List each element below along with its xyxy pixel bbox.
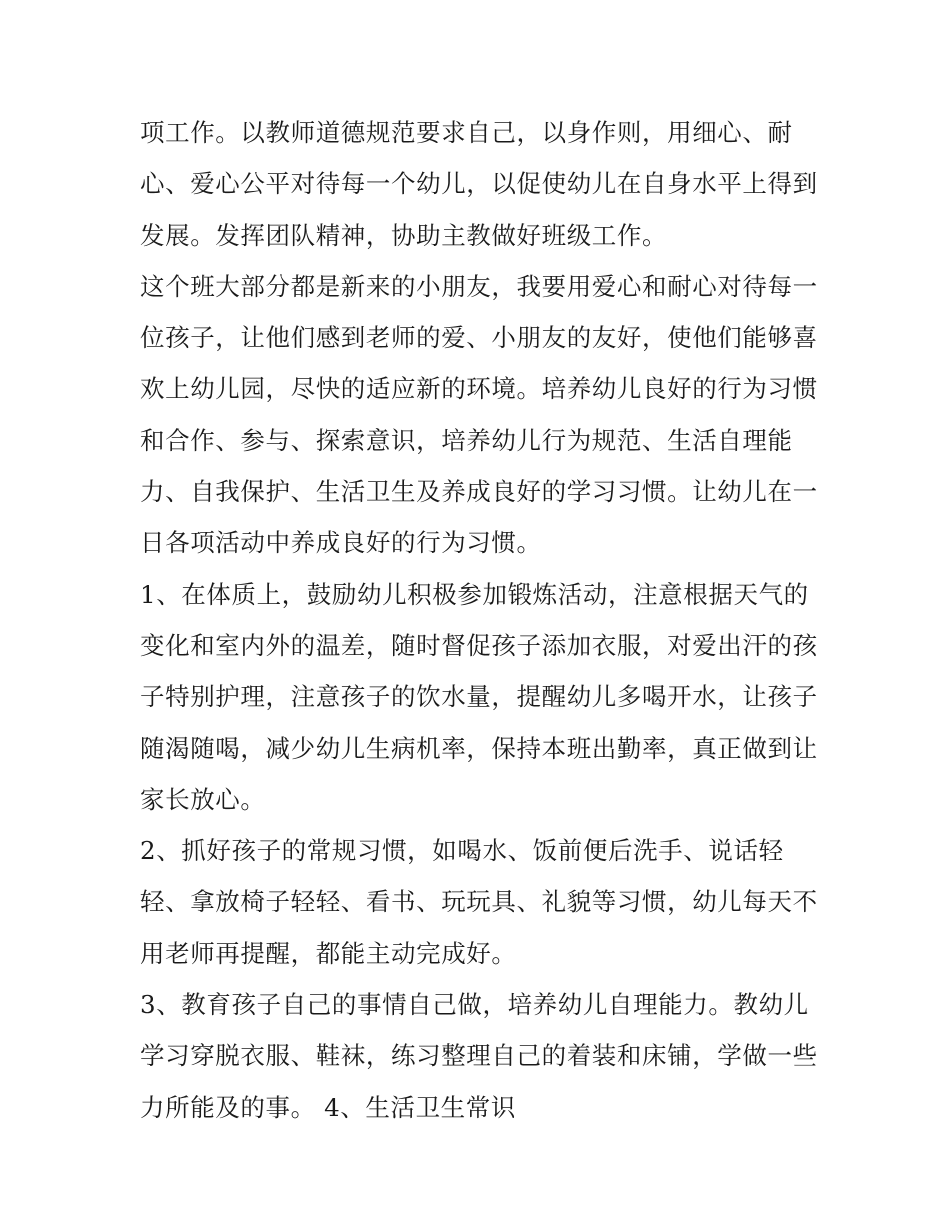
text-line: 日各项活动中养成良好的行为习惯。 xyxy=(140,528,542,558)
text-line: 心、爱心公平对待每一个幼儿，以促使幼儿在自身水平上得到 xyxy=(140,169,818,199)
text-line: 项工作。以教师道德规范要求自己，以身作则，用细心、耐 xyxy=(140,118,793,147)
text-line: 位孩子，让他们感到老师的爱、小朋友的友好，使他们能够喜 xyxy=(140,323,818,353)
text-line: 随渴随喝，减少幼儿生病机率，保持本班出勤率，真正做到让 xyxy=(140,733,818,763)
text-line: 2、抓好孩子的常规习惯，如喝水、饭前便后洗手、说话轻 xyxy=(140,836,784,866)
body-text xyxy=(140,107,820,1133)
text-line: 1、在体质上，鼓励幼儿积极参加锻炼活动，注意根据天气的 xyxy=(140,579,809,609)
text-line: 这个班大部分都是新来的小朋友，我要用爱心和耐心对待每一 xyxy=(140,271,818,301)
text-line: 家长放心。 xyxy=(140,784,266,814)
text-line: 欢上幼儿园，尽快的适应新的环境。培养幼儿良好的行为习惯 xyxy=(140,374,818,404)
text-line: 力、自我保护、生活卫生及养成良好的学习习惯。让幼儿在一 xyxy=(140,477,818,507)
text-line: 子特别护理，注意孩子的饮水量，提醒幼儿多喝开水，让孩子 xyxy=(140,682,818,712)
text-line: 力所能及的事。 4、生活卫生常识 xyxy=(140,1092,516,1122)
text-line: 用老师再提醒，都能主动完成好。 xyxy=(140,938,517,968)
text-line: 变化和室内外的温差，随时督促孩子添加衣服，对爱出汗的孩 xyxy=(140,630,818,660)
text-line: 3、教育孩子自己的事情自己做，培养幼儿自理能力。教幼儿 xyxy=(140,990,809,1020)
text-line: 和合作、参与、探索意识，培养幼儿行为规范、生活自理能 xyxy=(140,425,793,455)
text-line: 轻、拿放椅子轻轻、看书、玩玩具、礼貌等习惯，幼儿每天不 xyxy=(140,887,818,917)
text-line: 学习穿脱衣服、鞋袜，练习整理自己的着装和床铺，学做一些 xyxy=(140,1041,818,1071)
text-line: 发展。发挥团队精神，协助主教做好班级工作。 xyxy=(140,220,668,250)
